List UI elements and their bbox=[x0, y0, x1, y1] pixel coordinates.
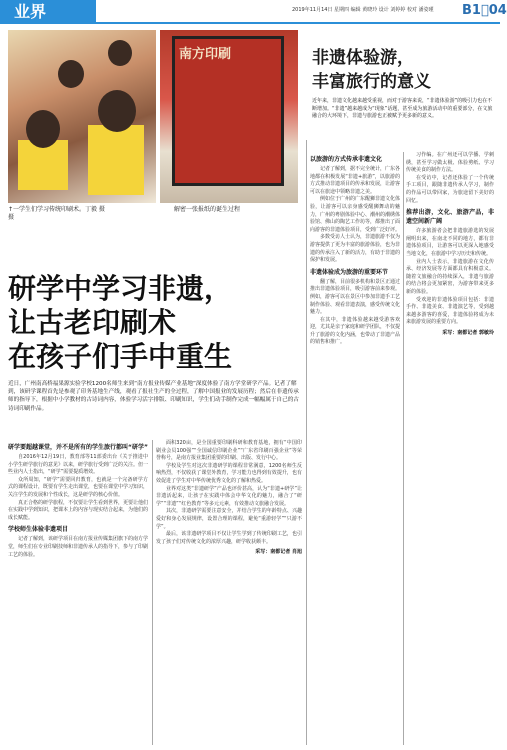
column-4-paragraph: 在受访中，记者还体验了一个传统手工项目，跟随非遗传承人学习，制作的作品可以带回家，为旅途留下美好的回忆。 bbox=[406, 174, 494, 204]
column-2-byline: 采写：南都记者 肖旭 bbox=[255, 549, 302, 556]
main-lede: 近日，广州南高桥福果源实验学校1200名师生来到“南方报业传媒产业基地”深度体验了南方学堂研学产品。记者了解到，该研学课程首先是参观了印务基地生产线，观看了报社生产的全过程，了解中国报业的发展历程；然后在非遗传承师的指导下，根据中小学教材的古诗词内容，体验学习活字排版、印刷知识，学生们动手制作完成一幅幅属于自己的古诗词印刷作品。 bbox=[8, 381, 299, 412]
column-1-paragraph: 真正合格的研学旅程，不仅要让学生看到世界，更要让他们在实践中学到知识，把课本上的内容与现实结合起来，为他们的成长赋能。 bbox=[8, 499, 149, 521]
column-divider bbox=[306, 140, 307, 745]
column-4-paragraph: 许多旅游者会把非遗旅游选的发展阐明出来，在南北不同的地方，都有非遗体验项目，让游客可以更深入地感受当地文化，在旅游中学习历史和传统。 bbox=[406, 228, 494, 257]
column-1-paragraph: 记者了解到，该研学项目在南方报业传媒集团旗下的南方学堂，师生们在专业印刷技师和非遗传承人的指导下，参与了印刷工艺的体验。 bbox=[8, 536, 149, 558]
column-1-subhead: 研学要超越课堂，并不是所有的学生旅行都叫“研学” bbox=[8, 444, 148, 451]
column-2-paragraph: 学校及学生对这次非遗研学的课程非常满意，1200名师生反响热烈，不仅收获了课堂外教育，学习能力也得到有效提升，也有效促进了学生对中华传统优秀文化的了解和热爱。 bbox=[156, 462, 302, 484]
column-divider bbox=[403, 152, 404, 745]
poster-title: 南方印刷 bbox=[179, 47, 232, 62]
article-column-3 bbox=[310, 152, 400, 745]
article-column-1 bbox=[8, 440, 148, 745]
column-1-paragraph: 自2016年12月19日，教育部等11部委出台《关于推进中小学生研学旅行的意见》以来，研学旅行受到广泛的关注。但一些业内人士指出，“研学”需要提质增效。 bbox=[8, 454, 149, 476]
column-1-subhead-2: 学校师生体验非遗项目 bbox=[8, 526, 69, 534]
column-4-paragraph: 业内人士表示，非遗旅游在文化传承、经济发展等方面都具有积极意义。随着文旅融合的持续深入，非遗与旅游的结合将会更加紧密，为游客带来更多新的体验。 bbox=[406, 258, 494, 295]
column-4-paragraph: 习作编。在广州还可以学播、学刺绣，甚至学习做太极、体验剪纸、学习传统美食的制作方法。 bbox=[406, 152, 494, 174]
column-divider bbox=[152, 440, 153, 745]
left-photo-caption-2: 摄 bbox=[8, 214, 15, 221]
right-lede: 近年来，非遗文化越来越受重视，而对于游客来说，“非遗体验游”的吸引力也在不断增加。“非遗”越来越成为“现象”话题，甚至成为旅游活动中的重要部分，在文旅融合的大环境下，非遗与旅游也正被赋予更多新的意义。 bbox=[312, 98, 493, 119]
students-photo bbox=[8, 30, 156, 203]
main-headline-line-3: 在孩子们手中重生 bbox=[8, 340, 233, 373]
main-headline-line-2: 让古老印刷术 bbox=[8, 306, 177, 339]
article-column-2 bbox=[156, 440, 302, 745]
column-4-paragraph: 受欢迎的非遗体验项目包括：非遗手作、非遗美食、非遗演艺等，受到越来越多游客的喜爱，非遗体验将成为未来旅游发展的重要方向。 bbox=[406, 296, 494, 326]
column-2-paragraph: 最后，该非遗研学项目不仅让学生学到了传统印刷工艺，也引发了孩子们对传统文化的浓厚兴趣，研学收获颇丰。 bbox=[156, 531, 302, 545]
column-3-subhead: 以旅游的方式传承非遗文化 bbox=[310, 156, 383, 163]
column-3-paragraph: 例如位于广州的广东醒狮非遗文化体验，让游客可以亲身感受醒狮舞动的魅力，广州的粤剧体验中心、潮州的潮绣体验馆、佛山的陶艺工作坊等，都推出了面向游客的非遗体验项目，受到广泛好评。 bbox=[310, 196, 401, 233]
column-2-paragraph: 面积320亩，是全国重要印刷科研和教育基地，拥有“中国印刷业会员100强”“全国诚信印刷企业”“广东省印刷百强企业”等荣誉称号，是南方报业集团重要的印刷、出版、发行中心。 bbox=[156, 440, 302, 462]
article-column-4 bbox=[406, 152, 494, 745]
column-3-paragraph: 记者了解到，据不完全统计，广东各地都在积极发展“非遗+旅游”，以旅游的方式推动非遗项目的传承和发展，让游客可以在旅途中领略非遗之美。 bbox=[310, 166, 401, 195]
column-3-subhead-2: 非遗体验成为旅游的重要环节 bbox=[310, 268, 389, 276]
masthead-info: 2019年11月14日 星期四 编辑 黄晓玲 设计 刘婷婷 校对 潘姿瑾 bbox=[292, 7, 434, 13]
newspaper-poster-photo bbox=[160, 30, 298, 203]
poster-frame bbox=[172, 36, 284, 186]
left-photo-caption: ↑一学生们学习传统印刷术。丁毅 摄 bbox=[8, 206, 105, 213]
right-headline-line-2: 丰富旅行的意义 bbox=[312, 72, 431, 92]
column-3-paragraph: 翻了解，目前很多机构和景区正通过推出非遗体验项目，吸引游客前来参观。例如，游客可以在景区中参加非遗手工艺制作体验、观看非遗表演，感受传统文化魅力。 bbox=[310, 278, 401, 316]
column-1-paragraph: 众所周知，“研学”需要回归教育，也就是一个完备研学方式的课程设计，既要有学生走出课堂，也要在课堂中学习知识，关注学生的发展和个性成长，这是研学的核心价值。 bbox=[8, 476, 149, 498]
column-3-paragraph: 多数受访人士认为，非遗旅游不仅为游客提供了更为丰富的旅游体验，也为非遗的传承注入了新的活力，有助于非遗的保护和发展。 bbox=[310, 234, 401, 264]
masthead-rule bbox=[0, 22, 500, 24]
page-number: B1⃣04 bbox=[462, 3, 507, 18]
right-headline-line-1: 非遗体验游， bbox=[312, 48, 414, 68]
masthead bbox=[0, 0, 507, 24]
right-headline bbox=[312, 46, 431, 94]
column-2-paragraph: 业界对这类“非遗研学”产品也评价甚高，认为“非遗+研学”让非遗活起来，让孩子在实践中体会中华文化的魅力，融合了“研学”“非遗”“红色教育”等多元元素，有效推动文旅融合发展。 bbox=[156, 485, 302, 507]
column-4-byline: 采写：南都记者 郭敏玲 bbox=[442, 329, 494, 336]
main-headline bbox=[8, 272, 232, 374]
section-title: 业界 bbox=[0, 0, 96, 24]
right-photo-caption: 解密一张报纸的诞生过程 bbox=[174, 206, 241, 213]
column-4-subhead: 推荐出游，文化、旅游产品，非遗空间新广阔 bbox=[406, 209, 494, 226]
main-headline-line-1: 研学中学习非遗， bbox=[8, 272, 233, 305]
column-3-paragraph: 在其中，非遗体验越来越受游客欢迎，尤其是亲子家庭和研学团队，不仅提升了旅游的文化内涵，也带动了非遗产品的销售和推广。 bbox=[310, 316, 401, 346]
column-2-paragraph: 其次，非遗研学需要注意安全，并结合学生的年龄特点、兴趣爱好和身心发展规律，设置合理的课程，避免“重游轻学”“只游不学”。 bbox=[156, 508, 302, 530]
